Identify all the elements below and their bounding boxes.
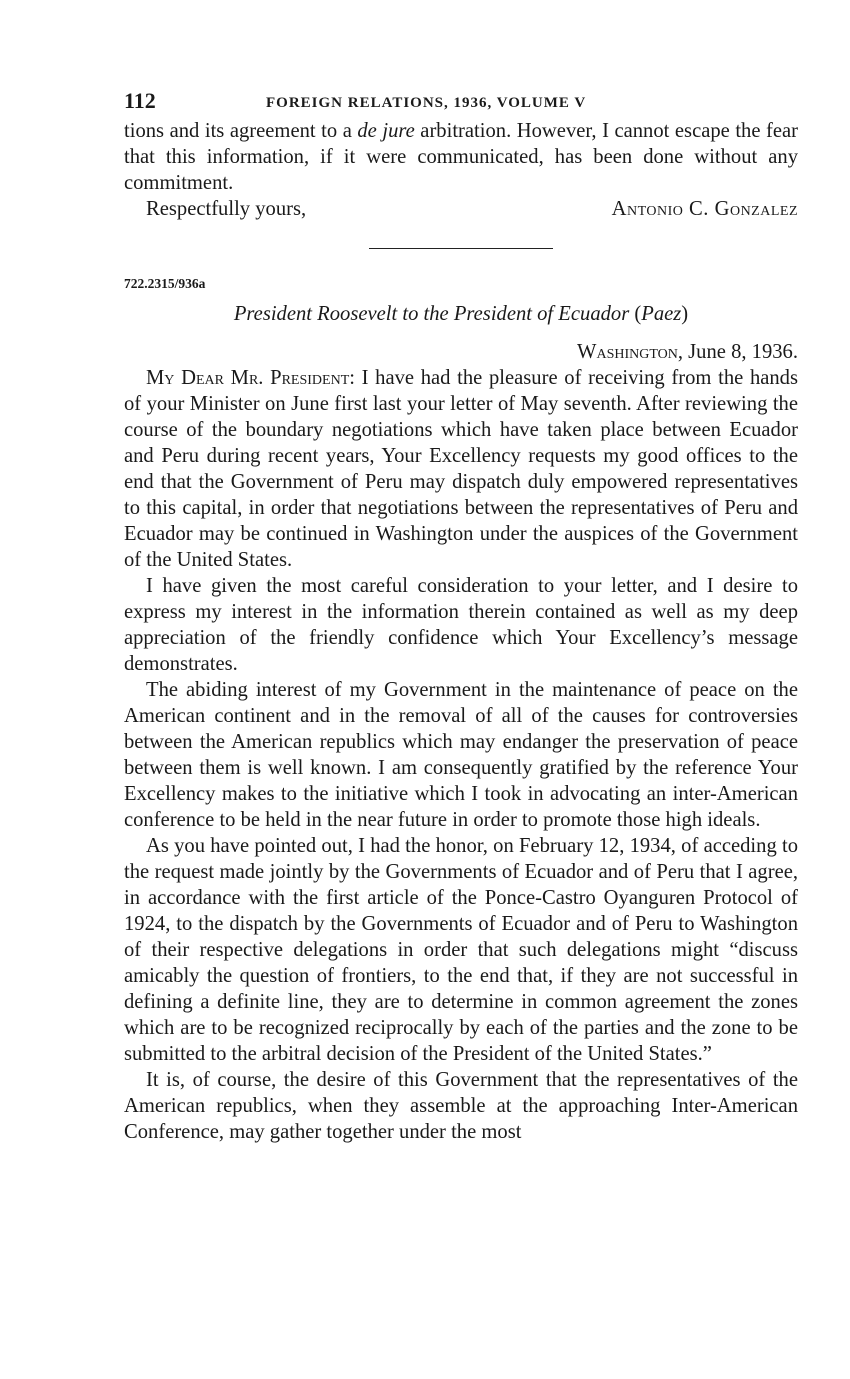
continuation-text-end: arbitration. However, I cannot escape the fear that this information, if it were communicated, has been done without any commitment. (124, 120, 799, 194)
file-number: 722.2315/936a (124, 276, 206, 291)
document-page (124, 88, 798, 1145)
body-paragraph-5: It is, of course, the desire of this Government that the representatives of the American republics, when they assemble at the approaching Inter-American Conference, may gather together under the most (124, 1069, 798, 1143)
signer-name: Antonio C. Gonzalez (611, 198, 798, 220)
closing-line (124, 196, 798, 222)
dateline-date: , June 8, 1936. (677, 341, 798, 363)
document-title-text: President Roosevelt to the President of Ecuador (233, 303, 630, 325)
dateline-place: Washington (577, 341, 678, 363)
body-paragraph-4: As you have pointed out, I had the honor, on February 12, 1934, of acceding to the request made jointly by the Governments of Ecuador and of Peru that I agree, in accordance with the first article of the Ponce-Castro Oyanguren Protocol of 1924, to the dispatch by the Governments of Ecuador and of Peru to Washington of their respective delegations in order that such delegations might “discuss amicably the question of frontiers, to the end that, if they are not successful in defining a definite line, they are to determine in common agreement the zones which are to be recognized reciprocally by each of the parties and the zone to be submitted to the arbitral decision of the President of the United States.” (124, 835, 798, 1065)
body-paragraph-2: I have given the most careful consideration to your letter, and I desire to express my interest in the information therein contained as well as my deep appreciation of the friendly confidence which Your Excellency’s message demonstrates. (124, 575, 798, 675)
italic-phrase: de jure (357, 120, 415, 142)
continuation-text-start: tions and its agreement to a (124, 120, 358, 142)
page-header (124, 88, 798, 118)
dateline (124, 339, 798, 365)
complimentary-close: Respectfully yours, (146, 198, 307, 220)
section-divider (369, 248, 553, 249)
running-head: FOREIGN RELATIONS, 1936, VOLUME V (266, 95, 587, 111)
salutation: My Dear Mr. President: (146, 367, 355, 389)
document-title (124, 301, 798, 327)
page-number: 112 (124, 88, 156, 113)
body-paragraph-1 (124, 365, 798, 573)
continuation-paragraph (124, 118, 798, 196)
title-paren-close: ) (681, 303, 689, 325)
paragraph-text: I have had the pleasure of receiving from the hands of your Minister on June first last your letter of May seventh. After reviewing the course of the boundary negotiations which have taken place between Ecuador and Peru during recent years, Your Excellency requests my good offices to the end that the Government of Peru may dispatch duly empowered representatives to this capital, in order that negotiations between the representatives of Peru and Ecuador may be continued in Washington under the auspices of the Government of the United States. (124, 367, 798, 571)
title-recipient-name: Paez (641, 303, 682, 325)
body-paragraph-3: The abiding interest of my Government in the maintenance of peace on the American continent and in the removal of all of the causes for controversies between the American republics which may endanger the preservation of peace between them is well known. I am consequently gratified by the reference Your Excellency makes to the initiative which I took in advocating an inter-American conference to be held in the near future in order to promote those high ideals. (124, 679, 798, 831)
title-paren-open: ( (629, 303, 642, 325)
